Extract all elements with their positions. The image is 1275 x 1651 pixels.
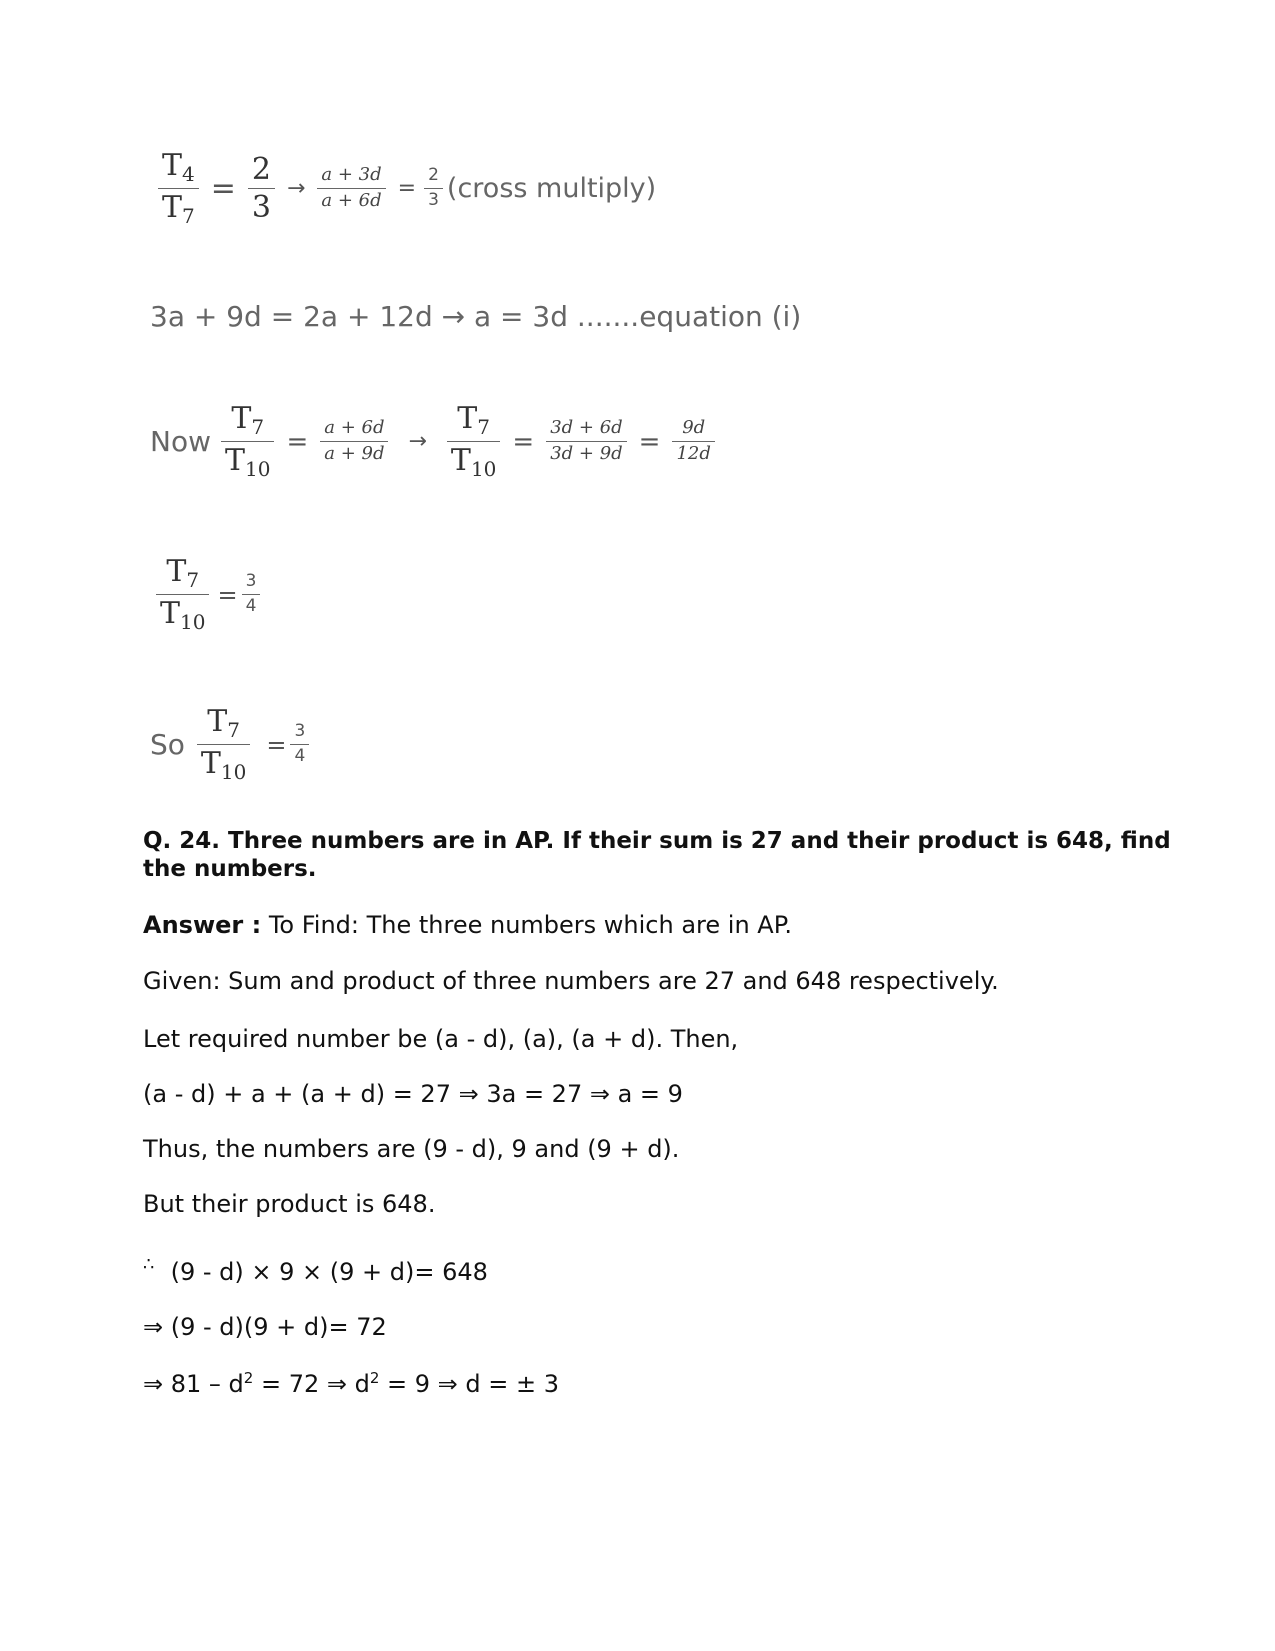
equation-i <box>150 300 801 333</box>
fraction-3-over-4 <box>242 573 261 616</box>
t10-symbol: T <box>450 443 471 478</box>
ratio-result: $\frac{T_7}{T_{10}}$ = $\frac{3}{4}$ <box>150 556 262 633</box>
arrow-symbol: → <box>286 176 306 201</box>
denominator-3: 3 <box>251 190 271 225</box>
sum-line: (a - d) + a + (a + d) = 27 ⇒ 3a = 27 ⇒ a = 9 <box>143 1080 683 1108</box>
t7-subscript: 7 <box>186 568 200 592</box>
answer-line <box>143 911 792 939</box>
t10-subscript: 10 <box>245 457 271 481</box>
t7-subscript: 7 <box>227 718 241 742</box>
now-label: Now <box>150 425 211 458</box>
square-exponent: 2 <box>369 1369 380 1387</box>
fraction-a3d-over-a6d <box>317 166 385 211</box>
denominator-a-plus-6d: a + 6d <box>321 190 382 211</box>
given-line: Given: Sum and product of three numbers are 27 and 648 respectively. <box>143 967 999 995</box>
denominator-3-small: 3 <box>428 190 439 210</box>
product-line <box>143 1254 488 1286</box>
step-line: ⇒ (9 - d)(9 + d)= 72 <box>143 1313 387 1341</box>
ratio-conclusion: So $\frac{T_7}{T_{10}}$ = $\frac{3}{4}$ <box>150 706 311 783</box>
square-exponent: 2 <box>243 1369 254 1387</box>
fraction-9d-over-12d <box>672 419 714 464</box>
numerator-2: 2 <box>251 151 271 187</box>
fraction-t7-over-t10 <box>197 706 250 783</box>
t10-symbol: T <box>200 746 221 781</box>
t7-subscript: 7 <box>477 415 491 439</box>
t10-subscript: 10 <box>180 610 206 634</box>
numerator-3: 3 <box>245 571 257 592</box>
fraction-t4-over-t7 <box>158 150 199 227</box>
numerator-3d-plus-6d: 3d + 6d <box>550 417 623 439</box>
t7-symbol: T <box>231 401 252 436</box>
product-text: (9 - d) × 9 × (9 + d)= 648 <box>163 1258 488 1286</box>
fraction-2-over-3 <box>248 151 275 225</box>
t4-subscript: 4 <box>182 162 195 186</box>
numerator-3: 3 <box>294 721 306 742</box>
fraction-3d6d-over-3d9d <box>546 419 626 464</box>
t7-subscript: 7 <box>182 204 195 228</box>
answer-text: To Find: The three numbers which are in AP. <box>261 911 793 939</box>
t7-symbol: T <box>457 401 478 436</box>
therefore-icon: ∴ <box>143 1254 155 1275</box>
denominator-a-plus-9d: a + 9d <box>324 443 385 464</box>
t4-symbol: T <box>162 148 183 183</box>
numerator-9d: 9d <box>682 417 706 439</box>
fraction-t7-over-t10 <box>156 556 209 633</box>
equation-i-text: 3a + 9d = 2a + 12d → a = 3d .......equation (i) <box>150 300 802 333</box>
fraction-a6d-over-a9d <box>320 419 388 464</box>
arrow-symbol: → <box>408 429 427 454</box>
let-line: Let required number be (a - d), (a), (a + d). Then, <box>143 1025 739 1053</box>
t10-symbol: T <box>160 596 181 631</box>
numerator-a-plus-6d: a + 6d <box>324 417 385 439</box>
cross-multiply-note: (cross multiply) <box>446 173 657 204</box>
denominator-3d-plus-9d: 3d + 9d <box>550 443 623 464</box>
ratio-t7-t10-derivation: Now $\frac{T_7}{T_{10}}$ = $\frac{a + 6d}{a + 9d}$ → $\frac{T_7}{T_{10}}$ = $\frac{3d + 6d}{3d + 9d}$ = $\frac{9d}{12d}$ <box>150 403 721 480</box>
final-part-b: = 72 ⇒ d <box>253 1370 370 1398</box>
final-line <box>143 1369 559 1398</box>
final-part-a: ⇒ 81 – d <box>143 1370 244 1398</box>
fraction-3-over-4 <box>290 723 309 766</box>
t7-symbol: T <box>207 704 228 739</box>
fraction-t7-over-t10-second <box>447 403 500 480</box>
so-label: So <box>150 728 185 761</box>
t10-symbol: T <box>224 443 245 478</box>
thus-line: Thus, the numbers are (9 - d), 9 and (9 + d). <box>143 1135 680 1163</box>
numerator-2-small: 2 <box>428 165 439 186</box>
answer-label: Answer : <box>143 911 262 939</box>
t10-subscript: 10 <box>220 760 247 784</box>
fraction-t7-over-t10 <box>221 403 274 480</box>
question-24-line1: Q. 24. Three numbers are in AP. If their sum is 27 and their product is 648, find <box>143 828 1171 854</box>
final-part-c: = 9 ⇒ d = ± 3 <box>379 1370 560 1398</box>
denominator-12d: 12d <box>676 443 711 464</box>
t7-symbol: T <box>162 190 183 225</box>
t7-subscript: 7 <box>251 415 265 439</box>
but-line: But their product is 648. <box>143 1190 436 1218</box>
denominator-4: 4 <box>294 746 306 766</box>
numerator-a-plus-3d: a + 3d <box>321 164 382 186</box>
ratio-t4-t7-equation: $\frac{T_4}{T_7}$ = $\frac{2}{3}$ → $\frac{a + 3d}{a + 6d}$ = $\frac{2}{3}$ (cross multiply) <box>152 150 656 227</box>
fraction-2-over-3-small <box>424 167 443 210</box>
denominator-4: 4 <box>245 596 257 616</box>
t10-subscript: 10 <box>470 457 497 481</box>
t7-symbol: T <box>166 554 187 589</box>
question-24-line2: the numbers. <box>143 856 317 882</box>
